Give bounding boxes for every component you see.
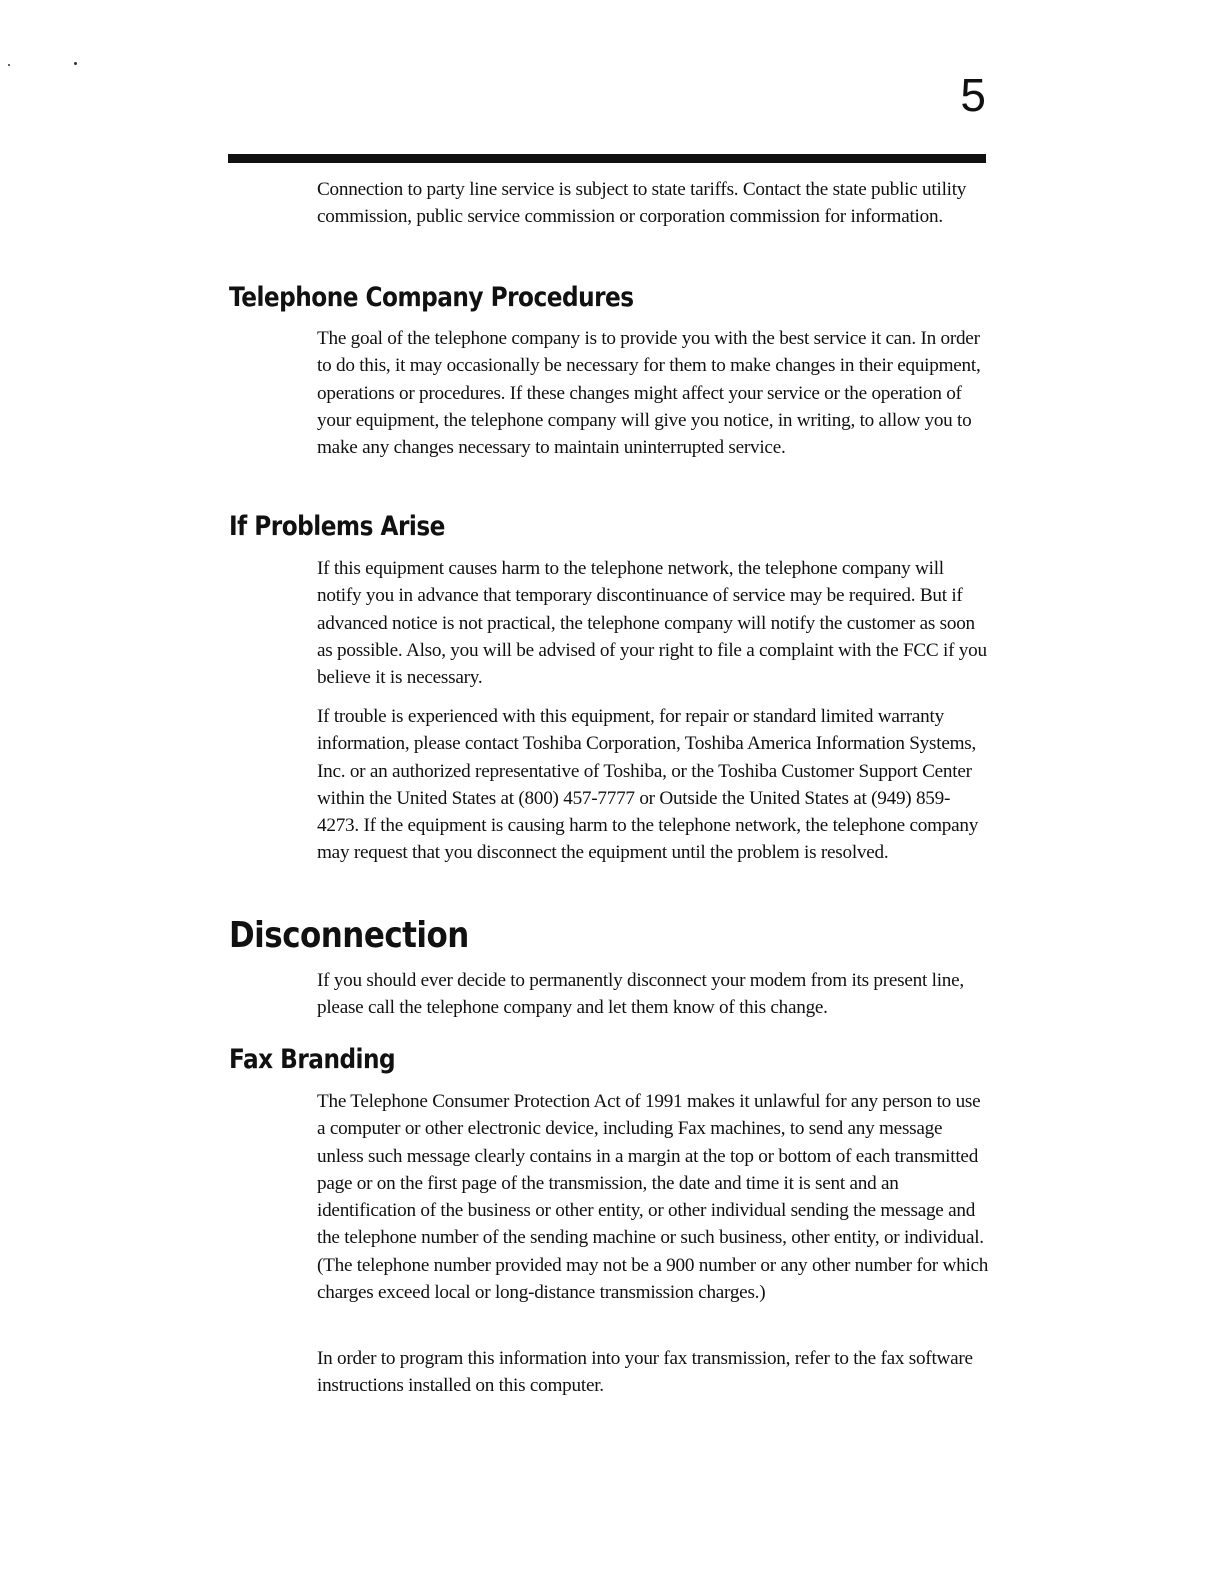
paragraph-telephone-company-procedures: The goal of the telephone company is to provide you with the best service it can. In order to do this, it may occasionally be necessary for them to make changes in their equipment, operations or procedures. If these changes might affect your service or the operation of your equipment, the telephone company will give you notice, in writing, to allow you to make any changes necessary to maintain uninterrupted service. (317, 328, 981, 459)
paragraph-if-problems-arise-1: If this equipment causes harm to the telephone network, the telephone company will notify you in advance that temporary discontinuance of service may be required. But if advanced notice is not practical, the telephone company will notify the customer as soon as possible. Also, you will be advised of your right to file a complaint with the FCC if you believe it is necessary. (317, 558, 987, 689)
scan-speck (8, 64, 10, 66)
heading-disconnection: Disconnection (229, 915, 469, 956)
page-number: 5 (960, 69, 986, 121)
intro-paragraph: Connection to party line service is subject to state tariffs. Contact the state public utility commission, public service commission or corporation commission for information. (317, 179, 967, 228)
chapter-rule (228, 154, 986, 163)
paragraph-fax-branding-2: In order to program this information into your fax transmission, refer to the fax software instructions installed on this computer. (317, 1348, 973, 1397)
heading-fax-branding: Fax Branding (229, 1044, 396, 1075)
paragraph-disconnection: If you should ever decide to permanently disconnect your modem from its present line, please call the telephone company and let them know of this change. (317, 970, 964, 1019)
scan-speck (74, 62, 77, 65)
paragraph-fax-branding-1: The Telephone Consumer Protection Act of 1991 makes it unlawful for any person to use a computer or other electronic device, including Fax machines, to send any message unless such message clearly contains in a margin at the top or bottom of each transmitted page or on the first page of the transmission, the date and time it is sent and an identification of the business or other entity, or other individual sending the message and the telephone number of the sending machine or such business, other entity, or individual. (The telephone number provided may not be a 900 number or any other number for which charges exceed local or long-distance transmission charges.) (317, 1091, 989, 1304)
heading-if-problems-arise: If Problems Arise (229, 511, 445, 542)
paragraph-if-problems-arise-2: If trouble is experienced with this equipment, for repair or standard limited warranty information, please contact Toshiba Corporation, Toshiba America Information Systems, Inc. or an authorized representative of Toshiba, or the Toshiba Customer Support Center within the United States at (800) 457-7777 or Outside the United States at (949) 859-4273. If the equipment is causing harm to the telephone network, the telephone company may request that you disconnect the equipment until the problem is resolved. (317, 706, 979, 864)
heading-telephone-company-procedures: Telephone Company Procedures (229, 282, 634, 313)
